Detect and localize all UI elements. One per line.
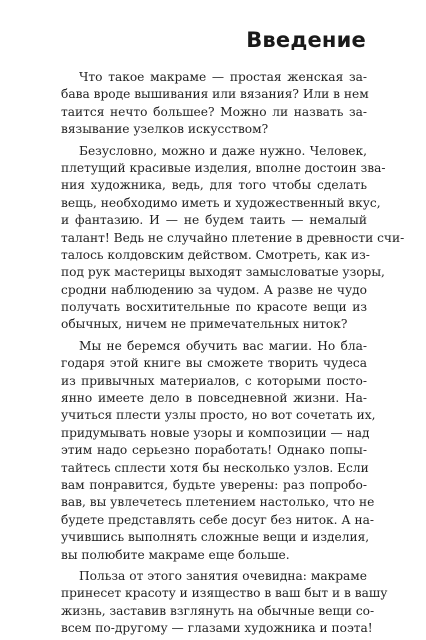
text-line: Что такое макраме — простая женская за- [79, 70, 367, 84]
text-line: Польза от этого занятия очевидна: макраме [79, 568, 367, 583]
text-line: Мы не беремся обучить вас магии. Но бла- [79, 338, 367, 353]
text-line: янно имеете дело в повседневной жизни. На- [61, 391, 367, 406]
text-line: бава вроде вышивания или вязания? Или в нем [61, 87, 369, 102]
text-line: годаря этой книге вы сможете творить чудеса [61, 356, 367, 371]
text-line: вы полюбите макраме еще больше. [61, 547, 290, 562]
text-line: получать восхитительные по красоте вещи из [61, 300, 367, 315]
text-line: плетущий красивые изделия, вполне достоин зва- [61, 160, 386, 175]
page-heading: Введение [246, 28, 366, 52]
text-line: тайтесь сплести хотя бы несколько узлов. Если [61, 460, 369, 475]
text-line: придумывать новые узоры и композиции — над [61, 425, 370, 440]
text-line: под рук мастерицы выходят замысловатые узоры, [61, 265, 385, 280]
text-line: Безусловно, можно и даже нужно. Человек, [79, 143, 367, 158]
text-line: будете представлять себе досуг без ниток. А на- [61, 512, 375, 527]
text-line: принесет красоту и изящество в ваш быт и в вашу [61, 586, 388, 601]
text-line: талось колдовским действом. Смотреть, как из- [61, 247, 370, 262]
text-line: учиться плести узлы просто, но вот сочетать их, [61, 408, 376, 423]
text-line: учившись выполнять сложные вещи и изделия, [61, 530, 370, 545]
text-line: ния художника, ведь, для того чтобы сделать [61, 178, 367, 193]
text-line: этим надо серьезно поработать! Однако попы- [61, 443, 367, 458]
text-line: вещь, необходимо иметь и художественный вкус, [61, 195, 381, 210]
text-line: и фантазию. И — не будем таить — немалый [61, 213, 367, 228]
text-line: жизнь, заставив взглянуть на обычные вещи со- [61, 603, 375, 618]
text-line: из привычных материалов, с которыми посто- [61, 373, 367, 388]
text-line: талант! Ведь не случайно плетение в древности счи- [61, 230, 405, 245]
text-line: обычных, ничем не примечательных ниток? [61, 317, 348, 332]
text-line: вязывание узелков искусством? [61, 122, 269, 137]
body-text [61, 69, 405, 638]
text-line: вам понравится, будьте уверены: раз попробо- [61, 477, 367, 492]
text-line: сродни наблюдению за чудом. А разве не чудо [61, 282, 367, 297]
text-line: таится нечто большее? Можно ли назвать за- [61, 104, 367, 119]
text-line: всем по-другому — глазами художника и поэта! [61, 621, 373, 636]
text-line: вав, вы увлечетесь плетением настолько, что не [61, 495, 375, 510]
